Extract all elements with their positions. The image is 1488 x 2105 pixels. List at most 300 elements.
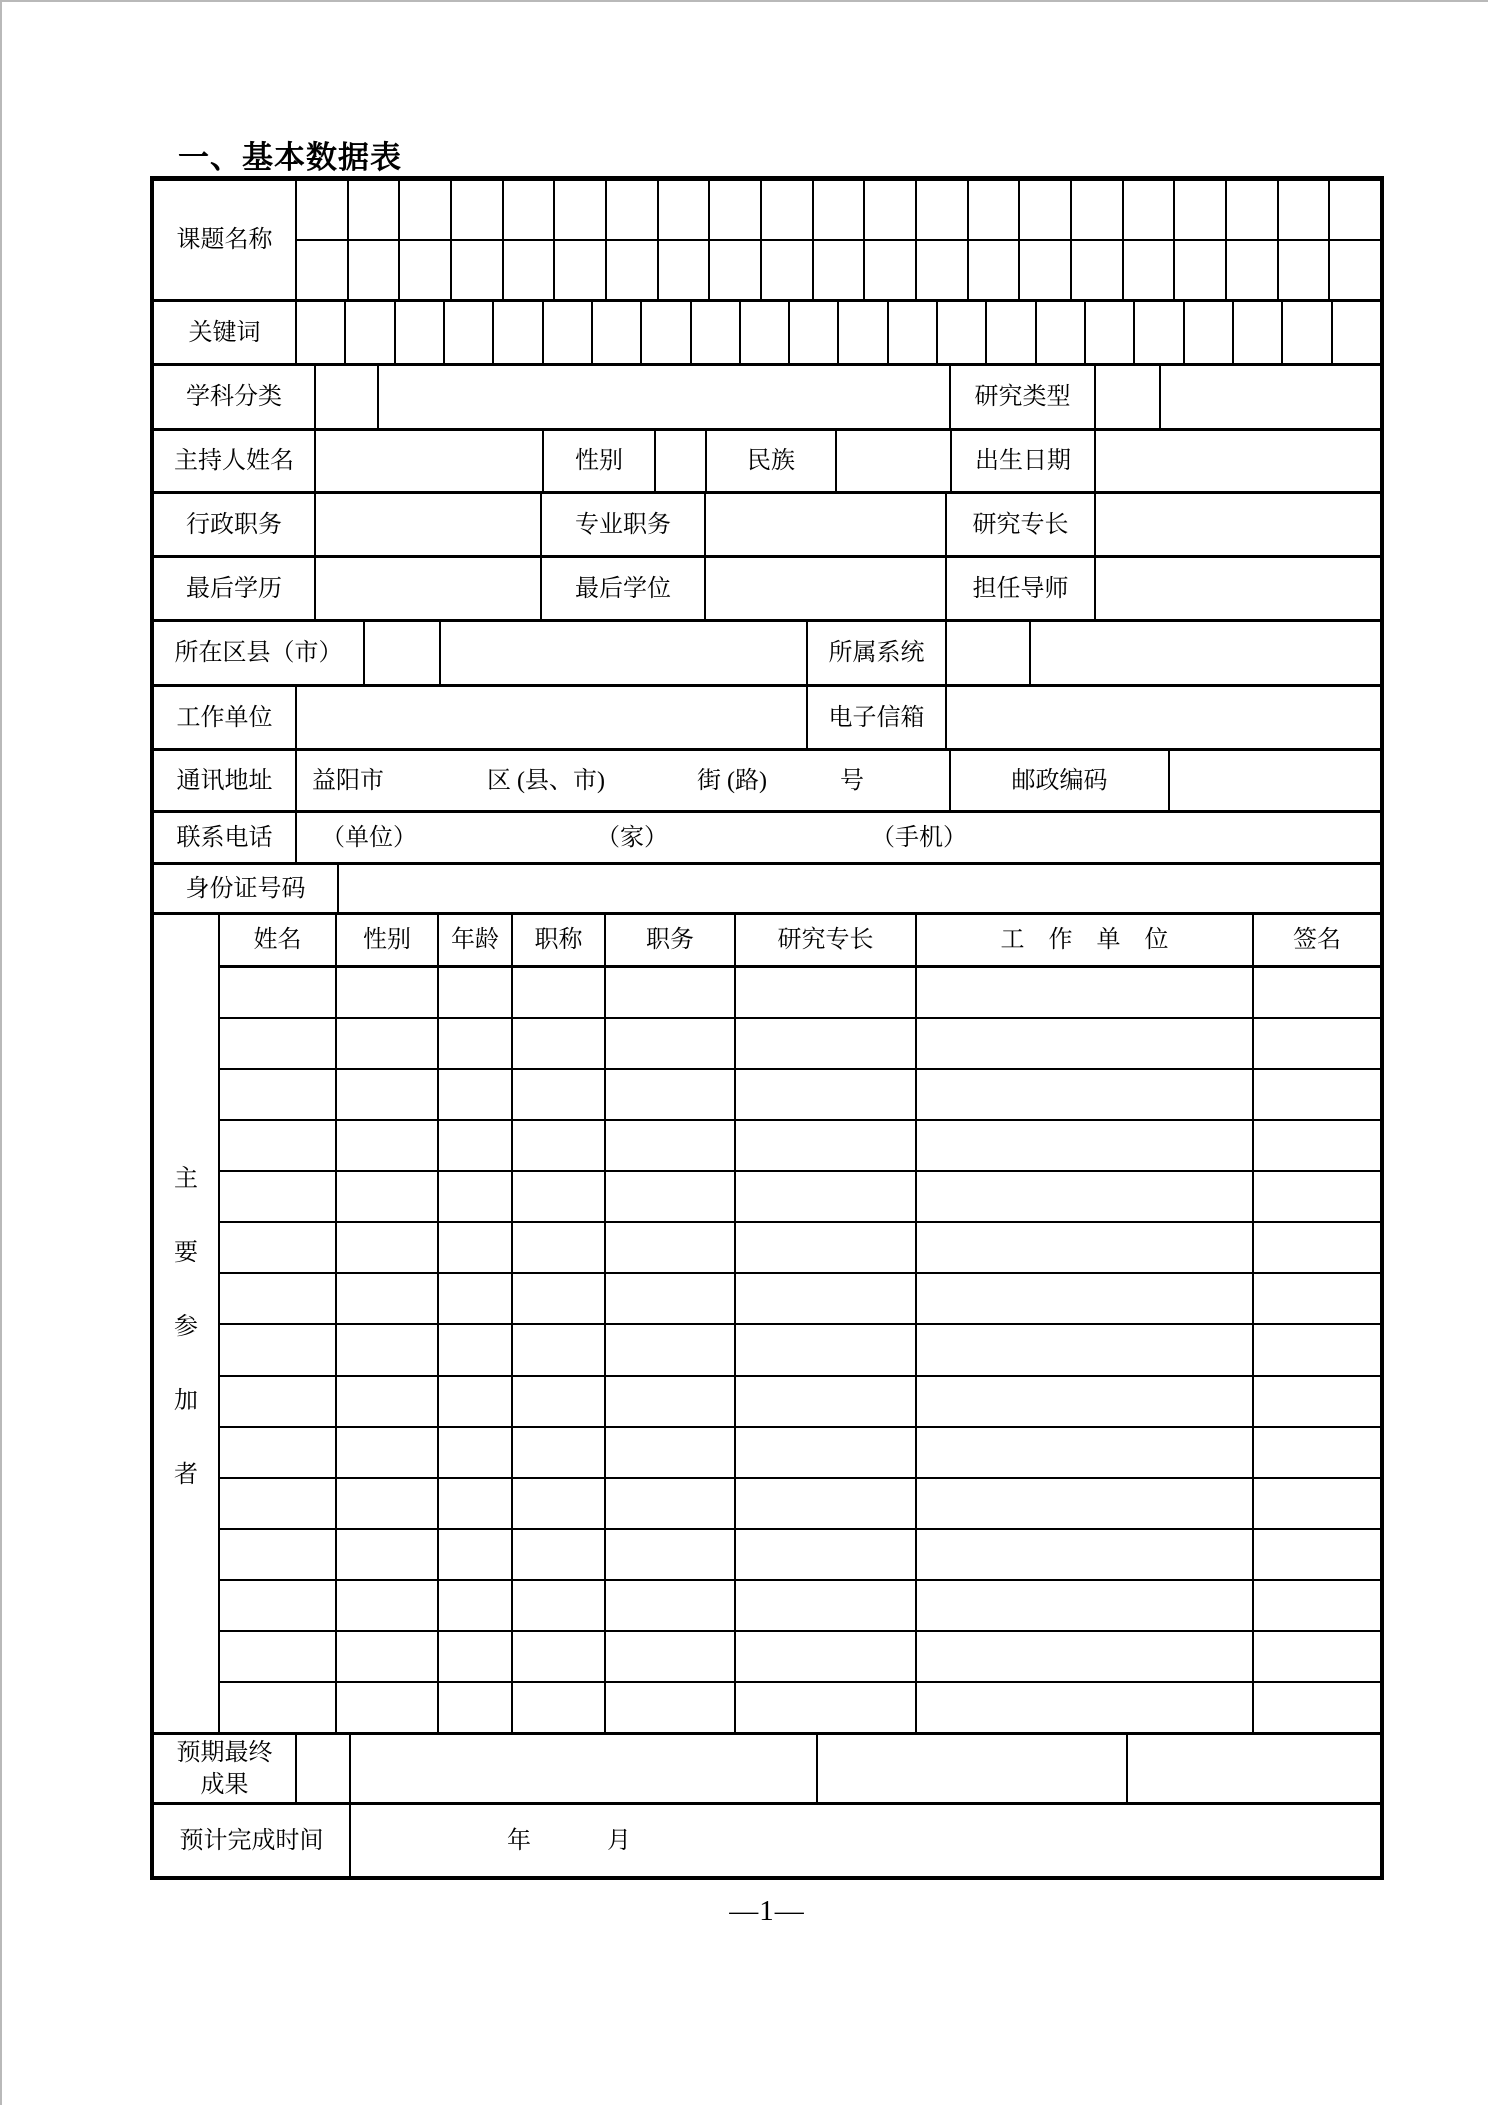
row-project-name: [154, 181, 1380, 302]
project-name-char-cell[interactable]: [1330, 181, 1380, 239]
participant-cell[interactable]: [220, 968, 337, 1017]
completion-time-field[interactable]: [351, 1805, 1380, 1876]
participant-cell[interactable]: [439, 1530, 513, 1579]
project-name-char-cell[interactable]: [504, 181, 556, 239]
last-degree-field[interactable]: [706, 558, 947, 619]
participant-row: [220, 1019, 1380, 1070]
participants-header-6: 研究专长: [736, 915, 917, 965]
participants-header-7: 工 作 单 位: [917, 915, 1254, 965]
participant-cell[interactable]: [337, 1223, 439, 1272]
participant-cell[interactable]: [220, 1530, 337, 1579]
participant-cell[interactable]: [337, 1325, 439, 1374]
participant-row: [220, 1121, 1380, 1172]
row-classification: [154, 366, 1380, 431]
project-name-grid-row: [297, 181, 1380, 241]
research-type-label: 研究类型: [951, 366, 1096, 428]
participant-cell[interactable]: [513, 1274, 606, 1323]
keyword-char-cell[interactable]: [1037, 302, 1086, 363]
participant-cell[interactable]: [1254, 1223, 1380, 1272]
project-name-char-cell[interactable]: [917, 241, 969, 299]
participant-cell[interactable]: [606, 968, 736, 1017]
project-name-char-cell[interactable]: [555, 241, 607, 299]
project-name-char-cell[interactable]: [452, 241, 504, 299]
participants-body: [220, 968, 1380, 1732]
row-expected-outcome: [154, 1735, 1380, 1805]
participant-cell[interactable]: [606, 1632, 736, 1681]
participant-cell[interactable]: [439, 1223, 513, 1272]
project-name-char-cell[interactable]: [400, 181, 452, 239]
year-label: 年: [507, 1827, 531, 1854]
participant-cell[interactable]: [513, 1632, 606, 1681]
address-city-text: 益阳市: [312, 767, 384, 794]
participant-cell[interactable]: [337, 1274, 439, 1323]
project-name-char-cell[interactable]: [1124, 241, 1176, 299]
participant-cell[interactable]: [917, 1683, 1254, 1732]
participant-cell[interactable]: [513, 1070, 606, 1119]
project-name-char-cell[interactable]: [659, 241, 711, 299]
participant-cell[interactable]: [513, 1223, 606, 1272]
participant-cell[interactable]: [337, 1377, 439, 1426]
participant-cell[interactable]: [337, 1530, 439, 1579]
participant-cell[interactable]: [917, 1070, 1254, 1119]
keyword-char-cell[interactable]: [1185, 302, 1234, 363]
participant-cell[interactable]: [513, 968, 606, 1017]
phone-field[interactable]: [297, 813, 1380, 862]
classification-value-field[interactable]: [379, 366, 951, 428]
participant-cell[interactable]: [606, 1070, 736, 1119]
participant-cell[interactable]: [513, 1683, 606, 1732]
participant-cell[interactable]: [606, 1223, 736, 1272]
project-name-char-cell[interactable]: [504, 241, 556, 299]
participant-cell[interactable]: [736, 1070, 917, 1119]
participant-cell[interactable]: [917, 1121, 1254, 1170]
phone-work-text: （单位）: [321, 824, 417, 851]
host-name-field[interactable]: [316, 431, 544, 491]
expected-outcome-code-field[interactable]: [297, 1735, 351, 1802]
participant-cell[interactable]: [439, 1632, 513, 1681]
keyword-char-cell[interactable]: [741, 302, 790, 363]
participant-cell[interactable]: [220, 1581, 337, 1630]
ethnicity-label: 民族: [707, 431, 837, 491]
participant-cell[interactable]: [1254, 1019, 1380, 1068]
mentor-field[interactable]: [1096, 558, 1380, 619]
address-field[interactable]: [297, 751, 951, 810]
participant-cell[interactable]: [439, 1172, 513, 1221]
postal-code-label: 邮政编码: [951, 751, 1170, 810]
participant-cell[interactable]: [337, 1172, 439, 1221]
participant-cell[interactable]: [1254, 1428, 1380, 1477]
participant-cell[interactable]: [513, 1581, 606, 1630]
participant-cell[interactable]: [220, 1121, 337, 1170]
participant-cell[interactable]: [439, 968, 513, 1017]
participant-cell[interactable]: [337, 1632, 439, 1681]
classification-label: 学科分类: [154, 366, 316, 428]
participant-row: [220, 1223, 1380, 1274]
phone-home-text: （家）: [596, 824, 668, 851]
participant-cell[interactable]: [917, 1274, 1254, 1323]
postal-code-field[interactable]: [1170, 751, 1380, 810]
project-name-char-cell[interactable]: [1279, 181, 1331, 239]
row-id-number: [154, 865, 1380, 915]
system-code-field[interactable]: [947, 622, 1031, 684]
project-name-char-cell[interactable]: [1124, 181, 1176, 239]
page-title: 一、基本数据表: [178, 140, 402, 175]
project-name-char-cell[interactable]: [297, 241, 349, 299]
participant-cell[interactable]: [606, 1019, 736, 1068]
keyword-char-cell[interactable]: [1283, 302, 1332, 363]
project-name-char-cell[interactable]: [865, 241, 917, 299]
completion-time-label: 预计完成时间: [154, 1805, 351, 1876]
participant-cell[interactable]: [736, 1377, 917, 1426]
participants-header-1: 姓名: [220, 915, 337, 965]
participant-cell[interactable]: [917, 1325, 1254, 1374]
host-name-label: 主持人姓名: [154, 431, 316, 491]
participant-cell[interactable]: [917, 968, 1254, 1017]
keywords-grid-row: [297, 302, 1380, 363]
expected-outcome-field-3[interactable]: [1128, 1735, 1380, 1802]
participant-cell[interactable]: [1254, 1121, 1380, 1170]
participant-row: [220, 1632, 1380, 1683]
participant-cell[interactable]: [439, 1121, 513, 1170]
project-name-char-cell[interactable]: [452, 181, 504, 239]
last-education-field[interactable]: [316, 558, 542, 619]
email-field[interactable]: [947, 687, 1380, 748]
participants-vertical-label: [154, 915, 220, 1732]
project-name-char-cell[interactable]: [814, 181, 866, 239]
participant-cell[interactable]: [220, 1632, 337, 1681]
professional-position-field[interactable]: [706, 494, 947, 555]
participant-cell[interactable]: [917, 1632, 1254, 1681]
participants-header-4: 职称: [513, 915, 606, 965]
participant-cell[interactable]: [1254, 1632, 1380, 1681]
participant-cell[interactable]: [337, 1428, 439, 1477]
participant-cell[interactable]: [337, 1070, 439, 1119]
project-name-char-cell[interactable]: [710, 241, 762, 299]
participants-header-8: 签名: [1293, 927, 1341, 953]
participant-cell[interactable]: [606, 1530, 736, 1579]
id-number-label: 身份证号码: [154, 865, 339, 912]
participant-cell[interactable]: [220, 1274, 337, 1323]
participant-cell[interactable]: [736, 1274, 917, 1323]
phone-mobile-text: （手机）: [871, 824, 967, 851]
participant-cell[interactable]: [606, 1274, 736, 1323]
participant-cell[interactable]: [736, 1223, 917, 1272]
participant-cell[interactable]: [337, 1479, 439, 1528]
professional-position-label: 专业职务: [542, 494, 706, 555]
project-name-grid-row: [297, 241, 1380, 299]
row-completion-time: [154, 1805, 1380, 1876]
participant-cell[interactable]: [513, 1377, 606, 1426]
participant-cell[interactable]: [439, 1019, 513, 1068]
project-name-char-cell[interactable]: [607, 241, 659, 299]
keyword-char-cell[interactable]: [692, 302, 741, 363]
participant-cell[interactable]: [917, 1581, 1254, 1630]
expected-outcome-field-2[interactable]: [818, 1735, 1128, 1802]
keyword-char-cell[interactable]: [1086, 302, 1135, 363]
expected-outcome-label-line1: 预期最终: [176, 1739, 273, 1766]
keyword-char-cell[interactable]: [1333, 302, 1380, 363]
row-district: [154, 622, 1380, 687]
research-specialty-label: 研究专长: [947, 494, 1096, 555]
participant-cell[interactable]: [917, 1019, 1254, 1068]
project-name-label: 课题名称: [154, 181, 297, 299]
participant-cell[interactable]: [439, 1683, 513, 1732]
expected-outcome-label: [154, 1735, 297, 1802]
email-label: 电子信箱: [808, 687, 947, 748]
keyword-char-cell[interactable]: [297, 302, 346, 363]
project-name-char-cell[interactable]: [349, 181, 401, 239]
mentor-label: 担任导师: [947, 558, 1096, 619]
participant-cell[interactable]: [337, 1683, 439, 1732]
participant-cell[interactable]: [1254, 1070, 1380, 1119]
participant-cell[interactable]: [736, 1581, 917, 1630]
participant-row: [220, 1428, 1380, 1479]
participant-cell[interactable]: [1254, 1377, 1380, 1426]
participant-cell[interactable]: [220, 1325, 337, 1374]
keywords-grid: [297, 302, 1380, 363]
classification-code-field[interactable]: [316, 366, 379, 428]
participant-cell[interactable]: [606, 1428, 736, 1477]
participant-cell[interactable]: [1254, 1581, 1380, 1630]
research-type-value-field[interactable]: [1161, 366, 1380, 428]
vertical-label-char: 要: [174, 1240, 198, 1266]
project-name-char-cell[interactable]: [400, 241, 452, 299]
participant-cell[interactable]: [513, 1530, 606, 1579]
project-name-char-cell[interactable]: [1175, 181, 1227, 239]
participant-cell[interactable]: [917, 1428, 1254, 1477]
row-address: [154, 751, 1380, 813]
workplace-field[interactable]: [297, 687, 808, 748]
project-name-char-cell[interactable]: [1020, 181, 1072, 239]
participant-row: [220, 1377, 1380, 1428]
row-education: [154, 558, 1380, 622]
participant-cell[interactable]: [606, 1172, 736, 1221]
participant-cell[interactable]: [736, 1632, 917, 1681]
participant-cell[interactable]: [337, 1581, 439, 1630]
keyword-char-cell[interactable]: [1135, 302, 1184, 363]
system-value-field[interactable]: [1031, 622, 1380, 684]
project-name-char-cell[interactable]: [297, 181, 349, 239]
participant-cell[interactable]: [439, 1274, 513, 1323]
participant-cell[interactable]: [513, 1428, 606, 1477]
keyword-char-cell[interactable]: [839, 302, 888, 363]
participant-cell[interactable]: [1254, 1172, 1380, 1221]
participant-cell[interactable]: [337, 1121, 439, 1170]
project-name-char-cell[interactable]: [1072, 241, 1124, 299]
system-label: 所属系统: [808, 622, 947, 684]
participant-cell[interactable]: [1254, 1683, 1380, 1732]
address-street-text: 街 (路): [697, 767, 767, 794]
participant-cell[interactable]: [337, 968, 439, 1017]
keyword-char-cell[interactable]: [494, 302, 543, 363]
row-phone: [154, 813, 1380, 865]
keyword-char-cell[interactable]: [889, 302, 938, 363]
district-value-field[interactable]: [441, 622, 808, 684]
research-specialty-field[interactable]: [1096, 494, 1380, 555]
workplace-label: 工作单位: [154, 687, 297, 748]
district-code-field[interactable]: [365, 622, 441, 684]
project-name-char-cell[interactable]: [1020, 241, 1072, 299]
participant-cell[interactable]: [439, 1070, 513, 1119]
keyword-char-cell[interactable]: [445, 302, 494, 363]
keyword-char-cell[interactable]: [790, 302, 839, 363]
project-name-char-cell[interactable]: [1330, 241, 1380, 299]
participant-cell[interactable]: [439, 1325, 513, 1374]
project-name-char-cell[interactable]: [814, 241, 866, 299]
participant-cell[interactable]: [337, 1019, 439, 1068]
gender-field[interactable]: [656, 431, 707, 491]
participant-cell[interactable]: [220, 1172, 337, 1221]
vertical-label-char: 参: [174, 1314, 198, 1340]
row-host: [154, 431, 1380, 494]
participant-row: [220, 968, 1380, 1019]
participant-cell[interactable]: [606, 1325, 736, 1374]
participants-header-2: 性别: [337, 915, 439, 965]
keyword-char-cell[interactable]: [396, 302, 445, 363]
admin-position-label: 行政职务: [154, 494, 316, 555]
participant-cell[interactable]: [513, 1325, 606, 1374]
research-type-code-field[interactable]: [1096, 366, 1161, 428]
row-workplace: [154, 687, 1380, 751]
participant-cell[interactable]: [606, 1377, 736, 1426]
month-label: 月: [607, 1827, 631, 1854]
keyword-char-cell[interactable]: [1234, 302, 1283, 363]
participant-row: [220, 1325, 1380, 1376]
participant-cell[interactable]: [513, 1172, 606, 1221]
last-degree-label: 最后学位: [542, 558, 706, 619]
id-number-field[interactable]: [339, 865, 1380, 912]
vertical-label-char: 主: [174, 1166, 198, 1192]
participant-cell[interactable]: [439, 1479, 513, 1528]
address-number-text: 号: [840, 767, 864, 794]
participant-cell[interactable]: [1254, 1479, 1380, 1528]
project-name-char-cell[interactable]: [1227, 181, 1279, 239]
keyword-char-cell[interactable]: [593, 302, 642, 363]
project-name-char-cell[interactable]: [1175, 241, 1227, 299]
participant-row: [220, 1172, 1380, 1223]
vertical-label-char: 者: [174, 1462, 198, 1488]
keyword-char-cell[interactable]: [987, 302, 1036, 363]
participant-cell[interactable]: [1254, 968, 1380, 1017]
row-position: [154, 494, 1380, 558]
project-name-char-cell[interactable]: [969, 241, 1021, 299]
project-name-char-cell[interactable]: [762, 181, 814, 239]
project-name-char-cell[interactable]: [555, 181, 607, 239]
project-name-char-cell[interactable]: [659, 181, 711, 239]
participant-row: [220, 1070, 1380, 1121]
keyword-char-cell[interactable]: [642, 302, 691, 363]
participant-cell[interactable]: [439, 1428, 513, 1477]
participant-cell[interactable]: [917, 1172, 1254, 1221]
keyword-char-cell[interactable]: [938, 302, 987, 363]
participant-cell[interactable]: [736, 1428, 917, 1477]
birth-date-field[interactable]: [1096, 431, 1380, 491]
participant-cell[interactable]: [917, 1377, 1254, 1426]
keyword-char-cell[interactable]: [346, 302, 395, 363]
participant-cell[interactable]: [513, 1019, 606, 1068]
participant-cell[interactable]: [439, 1581, 513, 1630]
gender-label: 性别: [544, 431, 656, 491]
participant-cell[interactable]: [220, 1377, 337, 1426]
participant-cell[interactable]: [736, 1530, 917, 1579]
keywords-label: 关键词: [154, 302, 297, 363]
project-name-char-cell[interactable]: [1072, 181, 1124, 239]
participant-cell[interactable]: [220, 1223, 337, 1272]
participant-cell[interactable]: [220, 1070, 337, 1119]
participant-cell[interactable]: [917, 1530, 1254, 1579]
ethnicity-field[interactable]: [837, 431, 952, 491]
participant-cell[interactable]: [736, 1683, 917, 1732]
participant-cell[interactable]: [1254, 1274, 1380, 1323]
participant-cell[interactable]: [917, 1479, 1254, 1528]
project-name-char-cell[interactable]: [865, 181, 917, 239]
participant-cell[interactable]: [736, 968, 917, 1017]
participant-cell[interactable]: [917, 1223, 1254, 1272]
district-label: 所在区县（市）: [154, 622, 365, 684]
row-keywords: [154, 302, 1380, 366]
participant-cell[interactable]: [439, 1377, 513, 1426]
participants-section: [220, 915, 1380, 1732]
project-name-char-cell[interactable]: [607, 181, 659, 239]
participant-cell[interactable]: [1254, 1325, 1380, 1374]
participant-row: [220, 1479, 1380, 1530]
participant-cell[interactable]: [606, 1121, 736, 1170]
keyword-char-cell[interactable]: [544, 302, 593, 363]
participants-header-row: [220, 915, 1380, 968]
participant-cell[interactable]: [606, 1683, 736, 1732]
project-name-char-cell[interactable]: [917, 181, 969, 239]
participant-cell[interactable]: [736, 1479, 917, 1528]
participant-cell[interactable]: [736, 1172, 917, 1221]
participant-row: [220, 1581, 1380, 1632]
participant-row: [220, 1274, 1380, 1325]
project-name-grid: [297, 181, 1380, 299]
project-name-char-cell[interactable]: [710, 181, 762, 239]
project-name-char-cell[interactable]: [1227, 241, 1279, 299]
address-district-text: 区 (县、市): [487, 767, 605, 794]
project-name-char-cell[interactable]: [349, 241, 401, 299]
basic-data-table: [150, 176, 1384, 1880]
participant-cell[interactable]: [736, 1121, 917, 1170]
expected-outcome-field-1[interactable]: [351, 1735, 818, 1802]
birth-date-label: 出生日期: [952, 431, 1096, 491]
participants-header-5: 职务: [606, 915, 736, 965]
project-name-char-cell[interactable]: [762, 241, 814, 299]
participant-cell[interactable]: [1254, 1530, 1380, 1579]
participant-cell[interactable]: [736, 1325, 917, 1374]
project-name-char-cell[interactable]: [1279, 241, 1331, 299]
participant-cell[interactable]: [220, 1428, 337, 1477]
address-label: 通讯地址: [154, 751, 297, 810]
participant-cell[interactable]: [220, 1479, 337, 1528]
last-education-label: 最后学历: [154, 558, 316, 619]
project-name-char-cell[interactable]: [969, 181, 1021, 239]
participant-cell[interactable]: [606, 1581, 736, 1630]
participant-cell[interactable]: [513, 1121, 606, 1170]
page-number: —1—: [729, 1895, 805, 1927]
row-participants: [154, 915, 1380, 1735]
vertical-label-char: 加: [174, 1388, 198, 1414]
participant-cell[interactable]: [606, 1479, 736, 1528]
participant-row: [220, 1530, 1380, 1581]
participant-row: [220, 1683, 1380, 1732]
expected-outcome-label-line2: 成果: [200, 1771, 249, 1798]
participant-cell[interactable]: [220, 1683, 337, 1732]
admin-position-field[interactable]: [316, 494, 542, 555]
participant-cell[interactable]: [513, 1479, 606, 1528]
participant-cell[interactable]: [220, 1019, 337, 1068]
participant-cell[interactable]: [736, 1019, 917, 1068]
